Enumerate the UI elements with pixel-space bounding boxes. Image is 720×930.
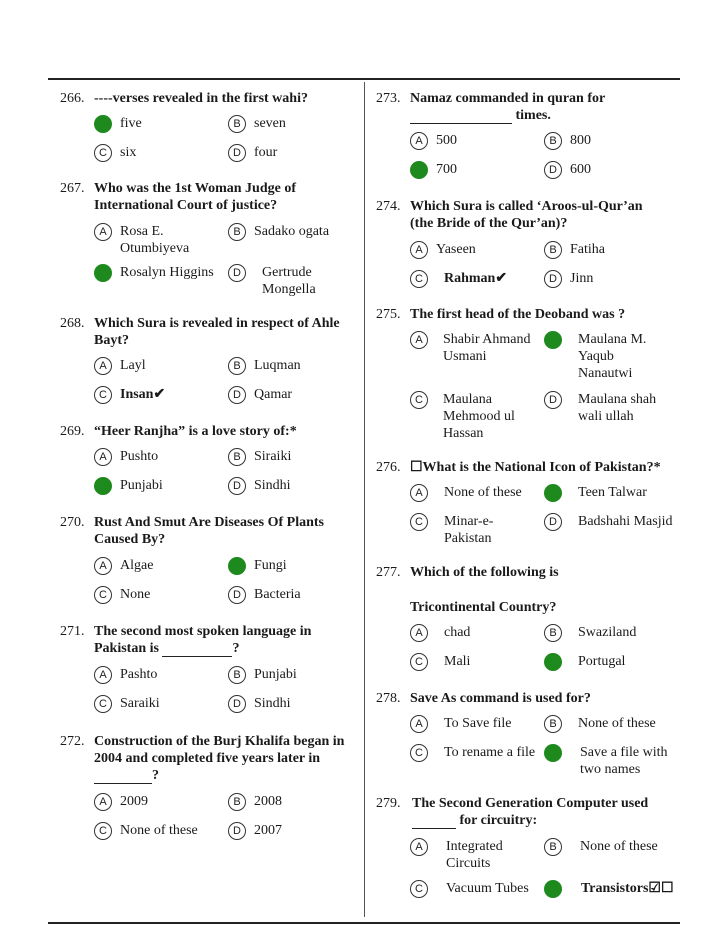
option-label: Vacuum Tubes — [446, 881, 529, 896]
option-label: To rename a file — [444, 745, 536, 760]
option-b-circle[interactable]: B — [544, 132, 562, 150]
option-label: None — [120, 587, 151, 602]
option-c-circle[interactable]: C — [410, 880, 428, 898]
bottom-rule — [48, 922, 680, 924]
option-label-line-3: Hassan — [443, 426, 484, 441]
option-b-circle[interactable]: B — [228, 223, 246, 241]
option-c-circle[interactable]: C — [410, 161, 428, 179]
question-text-line-2 — [412, 812, 537, 829]
option-d-circle[interactable]: D — [228, 477, 246, 495]
question-number: 270. — [60, 515, 85, 530]
option-a-circle[interactable]: A — [410, 331, 428, 349]
option-label: Insan✔ — [120, 387, 166, 402]
question-text-line-1: Construction of the Burj Khalifa began in — [94, 734, 345, 749]
question-266 — [60, 90, 360, 110]
option-label: 700 — [436, 162, 457, 177]
question-text-line-2: Caused By? — [94, 532, 166, 547]
question-text-line-1: Namaz commanded in quran for — [410, 91, 606, 106]
option-label: 500 — [436, 133, 457, 148]
option-c-circle[interactable]: C — [94, 144, 112, 162]
question-278 — [376, 690, 676, 710]
option-label: Gertrude — [262, 265, 312, 280]
option-label: Maulana — [443, 392, 492, 407]
option-label-line-2: wali ullah — [578, 409, 634, 424]
option-label: Yaseen — [436, 242, 476, 257]
option-label: Rahman✔ — [444, 271, 508, 286]
option-label: 2008 — [254, 794, 282, 809]
question-text-line-1: Rust And Smut Are Diseases Of Plants — [94, 515, 324, 530]
question-text-line-1: The Second Generation Computer used — [412, 796, 649, 811]
option-label-line-2: two names — [580, 762, 641, 777]
question-text-line-3 — [94, 767, 159, 784]
option-label: four — [254, 145, 278, 160]
question-text: The first head of the Deoband was ? — [410, 307, 626, 322]
option-a-circle[interactable]: A — [94, 557, 112, 575]
option-a-circle[interactable]: A — [94, 357, 112, 375]
option-label: None of these — [120, 823, 198, 838]
option-label: Luqman — [254, 358, 301, 373]
option-label: Maulana M. — [578, 332, 647, 347]
option-label: Badshahi Masjid — [578, 514, 673, 529]
question-269 — [60, 423, 360, 443]
question-text-part: times. — [515, 108, 551, 123]
option-label: Algae — [120, 558, 154, 573]
option-label: five — [120, 116, 142, 131]
option-label: Sindhi — [254, 696, 291, 711]
question-number: 276. — [376, 460, 401, 475]
option-c-circle[interactable]: C — [410, 513, 428, 531]
option-c-circle[interactable]: C — [94, 822, 112, 840]
option-label: Pushto — [120, 449, 159, 464]
option-label: To Save file — [444, 716, 512, 731]
question-number: 268. — [60, 316, 85, 331]
option-label: Rosa E. — [120, 224, 164, 239]
option-label: Integrated — [446, 839, 503, 854]
option-label: None of these — [578, 716, 656, 731]
option-a-circle[interactable]: A — [410, 241, 428, 259]
option-d-circle[interactable]: D — [544, 161, 562, 179]
option-b-circle[interactable]: B — [544, 241, 562, 259]
option-label: 2009 — [120, 794, 148, 809]
option-label: 800 — [570, 133, 591, 148]
option-b-circle[interactable]: B — [544, 715, 562, 733]
option-d-circle[interactable]: D — [544, 880, 562, 898]
question-number: 271. — [60, 624, 85, 639]
option-a-circle[interactable]: A — [94, 448, 112, 466]
question-number: 273. — [376, 91, 401, 106]
option-label: Maulana shah — [578, 392, 657, 407]
option-a-circle[interactable]: A — [410, 132, 428, 150]
option-label: Portugal — [578, 654, 626, 669]
option-c-circle[interactable]: C — [94, 477, 112, 495]
option-label: Minar-e- — [444, 514, 494, 529]
question-text-line-1: Which Sura is revealed in respect of Ahle — [94, 316, 340, 331]
option-d-circle[interactable]: D — [544, 513, 562, 531]
question-number: 269. — [60, 424, 85, 439]
question-text-part: ? — [232, 641, 240, 656]
question-text: “Heer Ranjha” is a love story of:* — [94, 424, 297, 439]
option-d-circle[interactable]: D — [544, 744, 562, 762]
question-text-line-1: The second most spoken language in — [94, 624, 312, 639]
question-279 — [376, 795, 676, 831]
option-a-circle[interactable]: A — [94, 223, 112, 241]
question-text-line-2: Tricontinental Country? — [410, 600, 557, 615]
question-number: 278. — [376, 691, 401, 706]
question-number: 277. — [376, 565, 401, 580]
question-number: 266. — [60, 91, 85, 106]
question-273 — [376, 90, 676, 126]
option-b-circle[interactable]: B — [228, 448, 246, 466]
question-text-part: Pakistan is — [94, 641, 159, 656]
question-text: Save As command is used for? — [410, 691, 591, 706]
option-a-circle[interactable]: A — [410, 838, 428, 856]
question-text: ☐What is the National Icon of Pakistan?* — [410, 460, 661, 475]
question-text-line-2 — [410, 107, 551, 124]
question-text-line-2: 2004 and completed five years later in — [94, 751, 321, 766]
option-c-circle[interactable]: C — [410, 653, 428, 671]
option-b-circle[interactable]: B — [228, 666, 246, 684]
question-268 — [60, 315, 360, 351]
option-c-circle[interactable]: C — [410, 270, 428, 288]
answer-blank — [94, 783, 152, 784]
option-label: Fungi — [254, 558, 287, 573]
option-label-line-2: Otumbiyeva — [120, 241, 190, 256]
question-272 — [60, 733, 362, 787]
option-d-circle[interactable]: D — [228, 144, 246, 162]
option-label: None of these — [444, 485, 522, 500]
question-270 — [60, 514, 360, 550]
option-label: Jinn — [570, 271, 594, 286]
option-label-line-2: Usmani — [443, 349, 487, 364]
option-a-circle[interactable]: A — [410, 484, 428, 502]
option-c-circle[interactable]: C — [94, 264, 112, 282]
question-text-line-2: International Court of justice? — [94, 198, 278, 213]
option-b-circle[interactable]: B — [544, 331, 562, 349]
option-label: Siraiki — [254, 449, 292, 464]
option-label: Rosalyn Higgins — [120, 265, 214, 280]
question-text-part: ? — [152, 768, 159, 783]
question-276 — [376, 459, 676, 479]
option-b-circle[interactable]: B — [228, 115, 246, 133]
option-label: Layl — [120, 358, 146, 373]
option-label: Fatiha — [570, 242, 605, 257]
option-label-line-2: Mehmood ul — [443, 409, 515, 424]
option-label: Shabir Ahmand — [443, 332, 531, 347]
question-number: 279. — [376, 796, 401, 811]
option-d-circle[interactable]: D — [228, 822, 246, 840]
option-b-circle[interactable]: B — [228, 793, 246, 811]
question-text-line-1: Which Sura is called ‘Aroos-ul-Qur’an — [410, 199, 643, 214]
option-label: seven — [254, 116, 286, 131]
option-c-circle[interactable]: C — [94, 695, 112, 713]
question-text: ----verses revealed in the first wahi? — [94, 91, 308, 106]
question-text-line-2 — [94, 640, 239, 657]
question-275 — [376, 306, 676, 326]
option-label: Swaziland — [578, 625, 637, 640]
option-label: Qamar — [254, 387, 293, 402]
option-b-circle[interactable]: B — [544, 838, 562, 856]
option-label-line-2: Yaqub — [578, 349, 614, 364]
option-d-circle[interactable]: D — [228, 586, 246, 604]
option-label: Mali — [444, 654, 471, 669]
option-label: chad — [444, 625, 471, 640]
option-d-circle[interactable]: D — [228, 264, 246, 282]
option-d-circle[interactable]: D — [544, 391, 562, 409]
option-d-circle[interactable]: D — [228, 386, 246, 404]
option-label: six — [120, 145, 137, 160]
option-a-circle[interactable]: A — [94, 793, 112, 811]
question-number: 275. — [376, 307, 401, 322]
option-label: Sindhi — [254, 478, 291, 493]
option-c-circle[interactable]: C — [94, 586, 112, 604]
option-a-circle[interactable]: A — [94, 115, 112, 133]
option-label: Pashto — [120, 667, 158, 682]
question-277-continued — [410, 599, 670, 619]
option-label: Punjabi — [254, 667, 297, 682]
option-c-circle[interactable]: C — [410, 744, 428, 762]
column-divider — [364, 82, 365, 917]
option-d-circle[interactable]: D — [544, 270, 562, 288]
option-b-circle[interactable]: B — [544, 624, 562, 642]
option-label: Bacteria — [254, 587, 301, 602]
question-number: 267. — [60, 181, 85, 196]
answer-blank — [412, 828, 456, 829]
option-label: None of these — [580, 839, 658, 854]
option-label-line-2: Circuits — [446, 856, 491, 871]
option-label: Saraiki — [120, 696, 160, 711]
answer-blank — [162, 656, 232, 657]
question-text-line-2: (the Bride of the Qur’an)? — [410, 216, 568, 231]
question-274 — [376, 198, 676, 234]
question-number: 274. — [376, 199, 401, 214]
answer-blank — [410, 123, 512, 124]
option-label: Sadako ogata — [254, 224, 330, 239]
top-rule — [48, 78, 680, 80]
option-a-circle[interactable]: A — [410, 624, 428, 642]
option-label-line-2: Mongella — [262, 282, 316, 297]
option-label: Teen Talwar — [578, 485, 647, 500]
option-label: 600 — [570, 162, 591, 177]
option-label: Transistors☑☐ — [581, 881, 674, 896]
option-label-line-3: Nanautwi — [578, 366, 633, 381]
option-a-circle[interactable]: A — [94, 666, 112, 684]
question-number: 272. — [60, 734, 85, 749]
option-d-circle[interactable]: D — [544, 653, 562, 671]
option-label: Punjabi — [120, 478, 163, 493]
option-c-circle[interactable]: C — [94, 386, 112, 404]
option-b-circle[interactable]: B — [228, 357, 246, 375]
question-277 — [376, 564, 676, 584]
option-label-line-2: Pakistan — [444, 531, 492, 546]
question-271 — [60, 623, 360, 659]
option-b-circle[interactable]: B — [544, 484, 562, 502]
option-a-circle[interactable]: A — [410, 715, 428, 733]
option-label: 2007 — [254, 823, 282, 838]
question-text-line-1: Which of the following is — [410, 565, 559, 580]
option-b-circle[interactable]: B — [228, 557, 246, 575]
option-c-circle[interactable]: C — [410, 391, 428, 409]
question-text-line-2: Bayt? — [94, 333, 129, 348]
question-267 — [60, 180, 360, 216]
question-text-line-1: Who was the 1st Woman Judge of — [94, 181, 296, 196]
option-d-circle[interactable]: D — [228, 695, 246, 713]
question-text-part: for circuitry: — [459, 813, 538, 828]
option-label: Save a file with — [580, 745, 668, 760]
